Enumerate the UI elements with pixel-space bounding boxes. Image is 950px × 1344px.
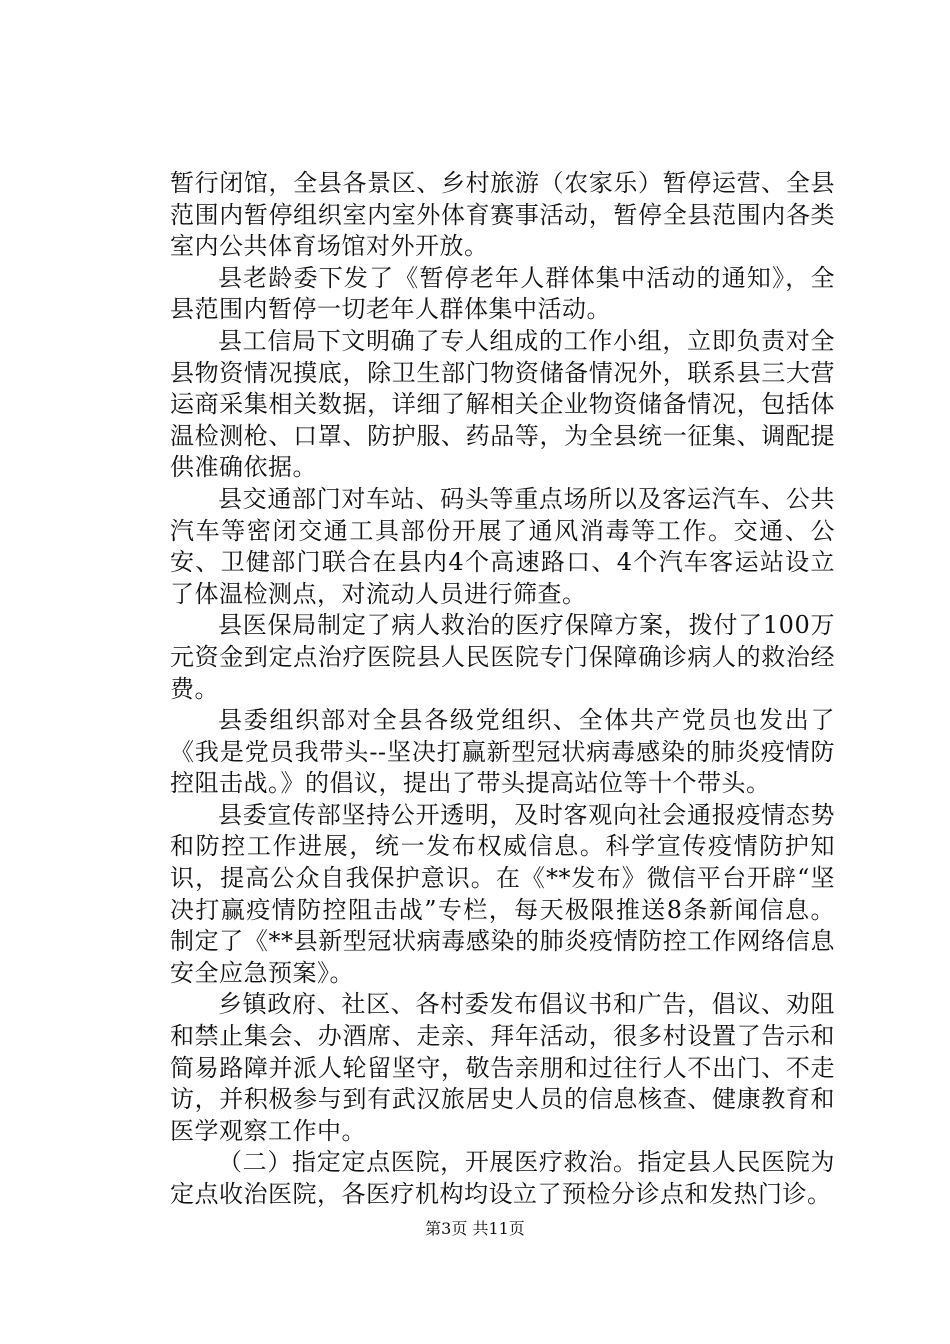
paragraph-designated-hospital: （二）指定定点医院，开展医疗救治。指定县人民医院为定点收治医院，各医疗机构均设立了预检分诊点和发热门诊。 <box>170 1148 835 1208</box>
paragraph-elderly-committee: 县老龄委下发了《暂停老年人群体集中活动的通知》，全县范围内暂停一切老年人群体集中活动。 <box>170 263 835 324</box>
paragraph-townships: 乡镇政府、社区、各村委发布倡议书和广告，倡议、劝阻和禁止集会、办酒席、走亲、拜年活动，很多村设置了告示和简易路障并派人轮留坚守，敬告亲朋和过往行人不出门、不走访，并积极参与到有武汉旅居史人员的信息核查、健康教育和医学观察工作中。 <box>170 990 835 1145</box>
paragraph-industry-bureau: 县工信局下文明确了专人组成的工作小组，立即负责对全县物资情况摸底，除卫生部门物资储备情况外，联系县三大营运商采集相关数据，详细了解相关企业物资储备情况，包括体温检测枪、口罩、防护服、药品等，为全县统一征集、调配提供准确依据。 <box>170 326 835 482</box>
paragraph-transport: 县交通部门对车站、码头等重点场所以及客运汽车、公共汽车等密闭交通工具部份开展了通风消毒等工作。交通、公安、卫健部门联合在县内4个高速路口、4个汽车客运站设立了体温检测点，对流动人员进行筛查。 <box>170 484 835 608</box>
paragraph-organization-dept: 县委组织部对全县各级党组织、全体共产党员也发出了《我是党员我带头--坚决打赢新型冠状病毒感染的肺炎疫情防控阻击战。》的倡议，提出了带头提高站位等十个带头。 <box>170 706 835 798</box>
paragraph-publicity-dept: 县委宣传部坚持公开透明，及时客观向社会通报疫情态势和防控工作进展，统一发布权威信息。科学宣传疫情防护知识，提高公众自我保护意识。在《**发布》微信平台开辟“坚决打赢疫情防控阻击战”专栏，每天极限推送8条新闻信息。制定了《**县新型冠状病毒感染的肺炎疫情防控工作网络信息安全应急预案》。 <box>170 800 835 987</box>
paragraph-medical-insurance: 县医保局制定了病人救治的医疗保障方案，拨付了100万元资金到定点治疗医院县人民医院专门保障确诊病人的救治经费。 <box>170 611 835 703</box>
paragraph-continuation: 暂行闭馆，全县各景区、乡村旅游（农家乐）暂停运营、全县范围内暂停组织室内室外体育赛事活动，暂停全县范围内各类室内公共体育场馆对外开放。 <box>170 169 835 261</box>
document-body <box>170 168 835 1211</box>
page-footer: 第3页 共11页 <box>425 1219 525 1238</box>
